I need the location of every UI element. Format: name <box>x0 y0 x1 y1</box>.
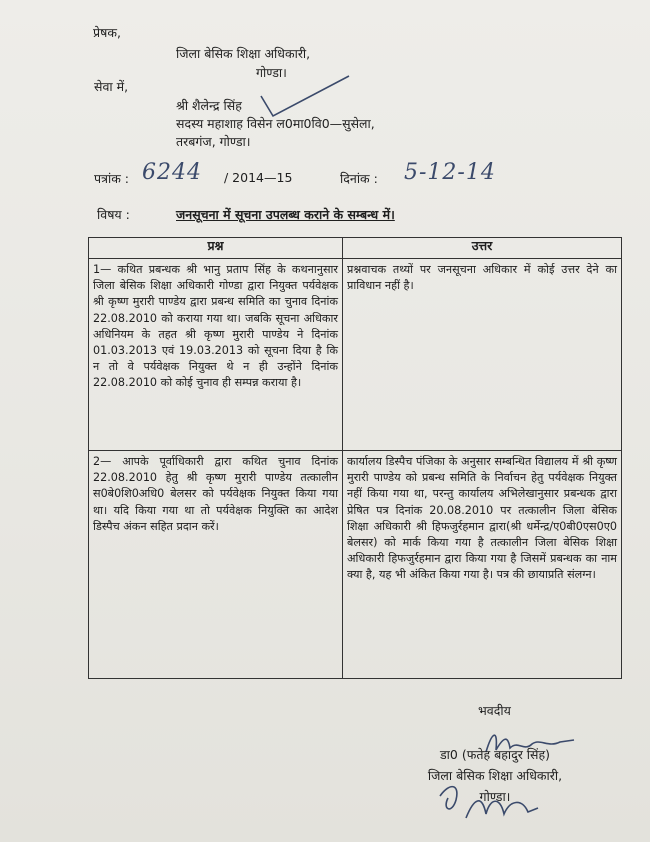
subject-text: जनसूचना में सूचना उपलब्ध कराने के सम्बन्ध में। <box>176 207 395 222</box>
question-cell: 2— आपके पूर्वाधिकारी द्वारा कथित चुनाव दिनांक 22.08.2010 हेतु श्री कृष्ण मुरारी पाण्डेय तत्कालीन स0बे0शि0अधि0 बेलसर को पर्यवेक्षक नियुक्त किया गया था। यदि किया गया था तो पर्यवेक्षक नियुक्ति का आदेश डिस्पैच अंकन सहित प्रदान करें। <box>89 451 343 679</box>
recipient-label: सेवा में, <box>94 79 129 94</box>
table-row <box>89 259 622 451</box>
dinank-label: दिनांक : <box>340 171 378 186</box>
question-cell: 1— कथित प्रबन्धक श्री भानु प्रताप सिंह के कथनानुसार जिला बेसिक शिक्षा अधिकारी गोण्डा द्वारा नियुक्त पर्यवेक्षक श्री कृष्ण मुरारी पाण्डेय द्वारा प्रबन्ध समिति का चुनाव दिनांक 22.08.2010 को कराया गया था। जबकि सूचना अधिकार अधिनियम के तहत श्री कृष्ण मुरारी पाण्डेय ने दिनांक 01.03.2013 एवं 19.03.2013 को सूचना दिया है कि न तो वे पर्यवेक्षक नियुक्त थे न ही उन्होंने दिनांक 22.08.2010 को कोई चुनाव ही सम्पन्न कराया है। <box>89 259 343 451</box>
recipient-line-3: तरबगंज, गोण्डा। <box>176 134 251 149</box>
recipient-line-2: सदस्य महाशाह विसेन ल0मा0वि0—सुसेला, <box>176 116 375 131</box>
officer-district: गोण्डा। <box>479 789 511 804</box>
answer-column-header: उत्तर <box>343 238 622 259</box>
recipient-line-1: श्री शैलेन्द्र सिंह <box>176 98 242 113</box>
sender-line-2: गोण्डा। <box>256 65 287 80</box>
answer-cell: प्रश्नवाचक तथ्यों पर जनसूचना अधिकार में कोई उत्तर देने का प्राविधान नहीं है। <box>343 259 622 451</box>
patrank-year: / 2014—15 <box>224 170 293 185</box>
handwritten-initials-scribble <box>430 778 550 828</box>
sender-line-1: जिला बेसिक शिक्षा अधिकारी, <box>176 46 311 61</box>
dinank-value: 5-12-14 <box>404 160 496 185</box>
officer-name: डा0 (फतेह बहादुर सिंह) <box>439 747 551 762</box>
patrank-label: पत्रांक : <box>94 171 130 186</box>
sender-label: प्रेषक, <box>93 25 121 40</box>
answer-cell: कार्यालय डिस्पैच पंजिका के अनुसार सम्बन्धित विद्यालय में श्री कृष्ण मुरारी पाण्डेय को प्रबन्ध समिति के निर्वाचन हेतु पर्यवेक्षक नियुक्त नहीं किया गया था, परन्तु कार्यालय अभिलेखानुसार प्रबन्धक द्वारा प्रेषित पत्र दिनांक 20.08.2010 पर तत्कालीन जिला बेसिक शिक्षा अधिकारी श्री हिफजुर्रहमान द्वारा(श्री धर्मेन्द्र/ए0बी0एस0ए0 बेलसर) को मार्क किया गया है तत्कालीन जिला बेसिक शिक्षा अधिकारी हिफजुर्रहमान द्वारा किया गया है जिसमें प्रबन्धक का नाम क्या है, यह भी अंकित किया गया है। पत्र की छायाप्रति संलग्न। <box>343 451 622 679</box>
qa-table <box>88 237 622 679</box>
table-header-row <box>89 238 622 259</box>
subject-label: विषय : <box>97 207 130 222</box>
tick-mark-icon <box>255 72 355 122</box>
patrank-number: 6244 <box>142 160 202 185</box>
table-row <box>89 451 622 679</box>
closing-text: भवदीय <box>478 703 511 718</box>
question-column-header: प्रश्न <box>89 238 343 259</box>
officer-designation: जिला बेसिक शिक्षा अधिकारी, <box>427 768 563 783</box>
